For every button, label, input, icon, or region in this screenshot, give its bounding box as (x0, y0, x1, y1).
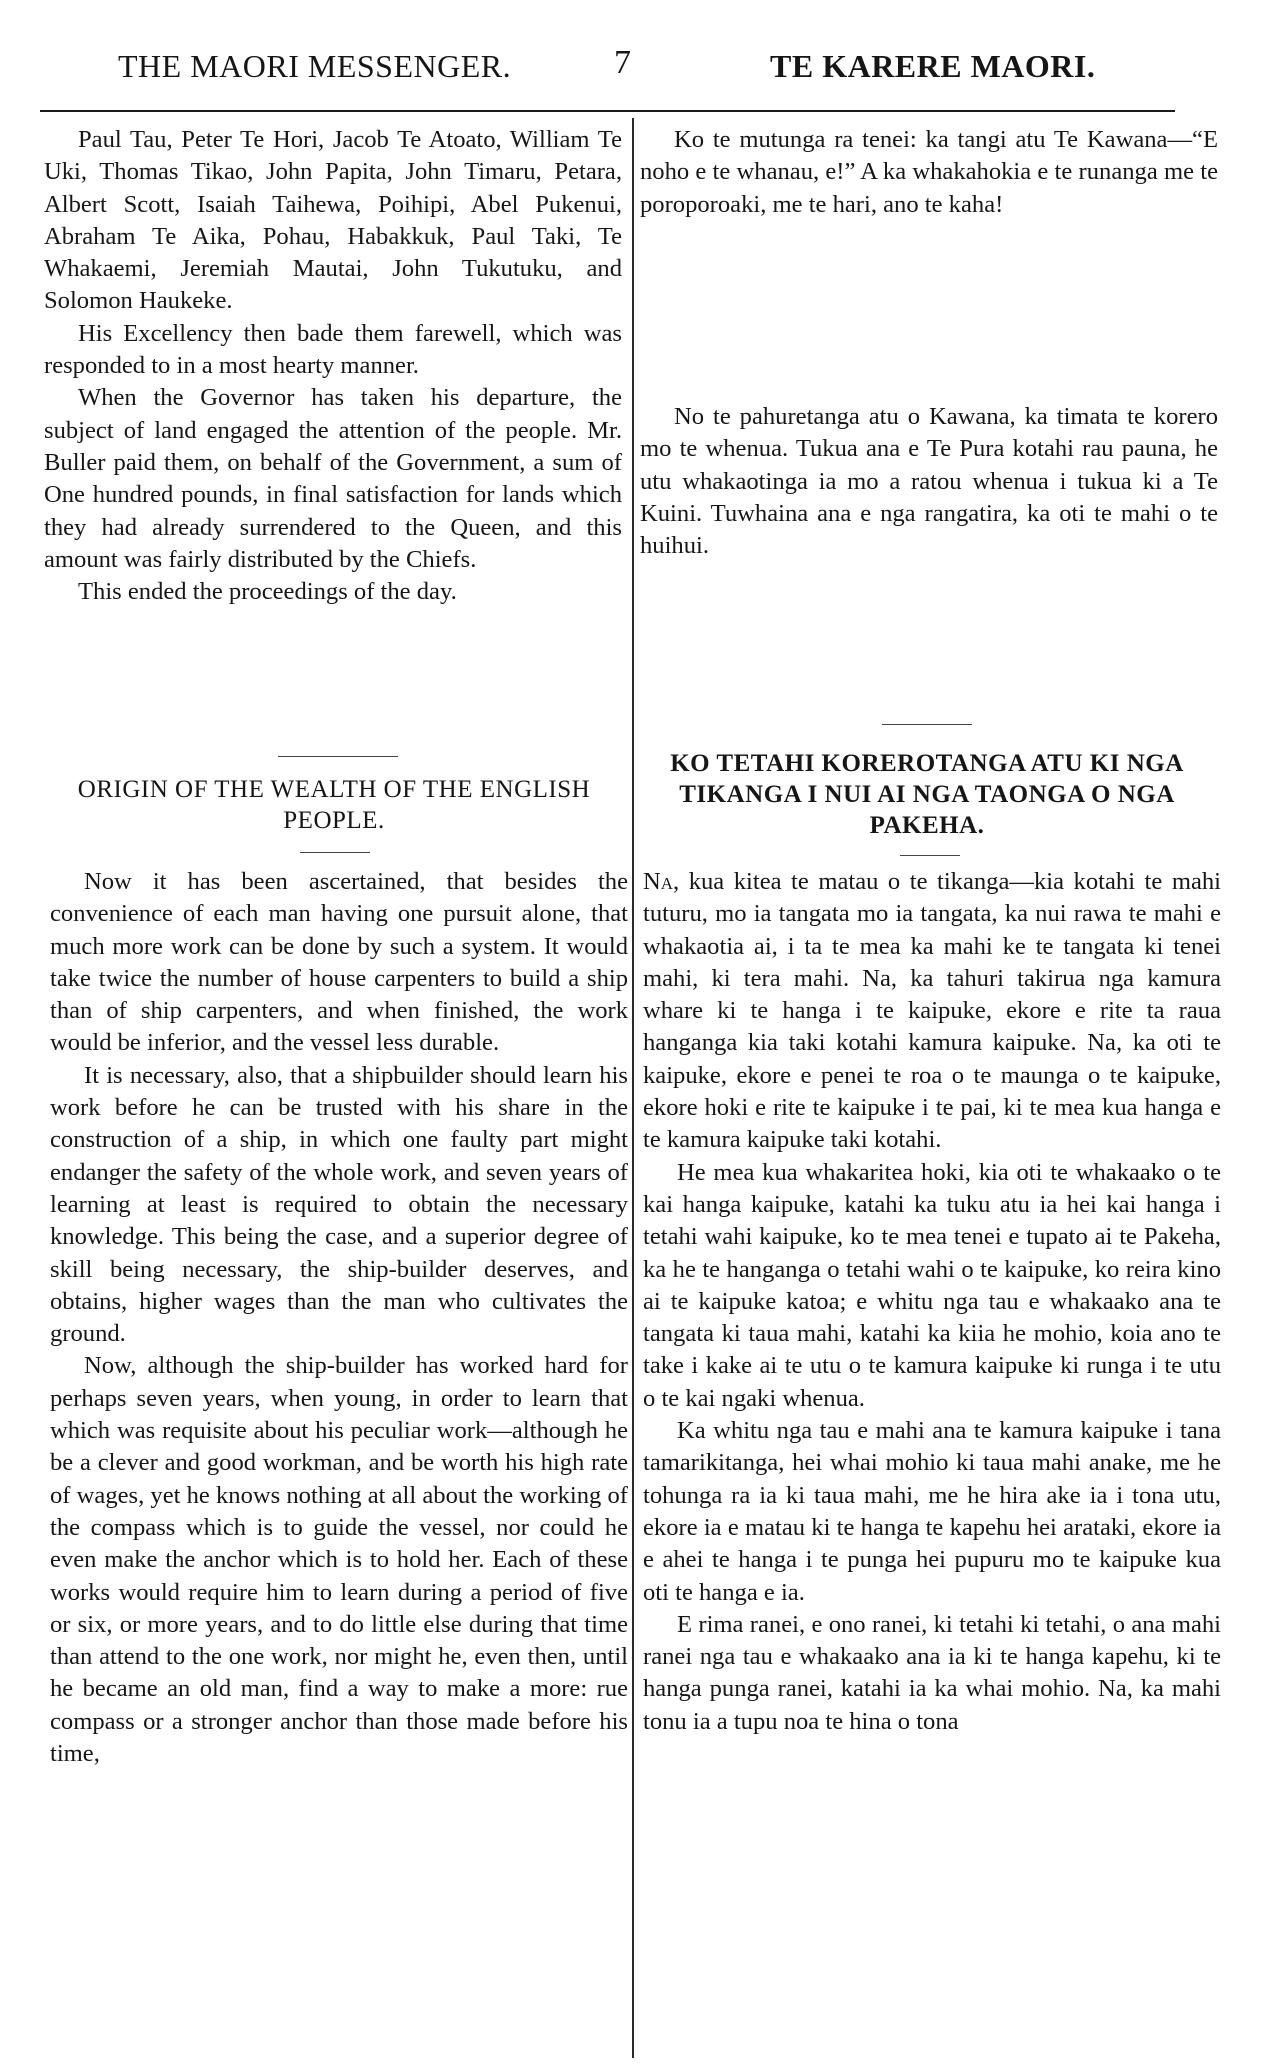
names-paragraph: Paul Tau, Peter Te Hori, Jacob Te Atoato, William Te Uki, Thomas Tikao, John Papita, John Timaru, Petara, Albert Scott, Isaiah Taihewa, Poihipi, Abel Pukenui, Abraham Te Aika, Pohau, Habakkuk, Paul Taki, Te Whakaemi, Jeremiah Mautai, John Tukutuku, and Solomon Haukeke. (44, 126, 622, 315)
farewell-paragraph: His Excellency then bade them farewell, which was responded to in a most hearty manner. (44, 319, 622, 380)
maori-article-paragraph: E rima ranei, e ono ranei, ki tetahi ki tetahi, o ana mahi ranei nga tau e whakaako ana ia ki te hanga kapehu, ki te hanga punga ranei, katahi ia ka whai mohio. Na, ka mahi tonu ia a tupu noa te hina o tona (643, 1610, 1221, 1735)
article-paragraph: Now it has been ascertained, that besides the convenience of each man having one pursuit alone, that much more work can be done by such a system. It would take twice the number of house carpenters to build a ship than of ship carpenters, and when finished, the work would be inferior, and the vessel less durable. (50, 868, 628, 1057)
english-masthead-title: THE MAORI MESSENGER. (118, 48, 512, 84)
land-payment-paragraph: When the Governor has taken his departure, the subject of land engaged the attention of the people. Mr. Buller paid them, on behalf of the Government, a sum of One hundred pounds, in final satisfaction for lands which they had already surrendered to the Queen, and this amount was fairly distributed by the Chiefs. (44, 384, 622, 573)
first-paragraph-text: kua kitea te matau o te tikanga—kia kotahi te mahi tuturu, mo ia tangata mo ia tangata, ka nui rawa te mahi e whakaotia ai, i ta te mea ka mahi ke te tangata ki tenei mahi, ki tera mahi. Na, ka tahuri takirua nga kamura whare ki te hanga i te kaipuke, ekore e rite ta raua hanganga kia taki kotahi kamura kaipuke. Na, ka oti te kaipuke, ekore e penei te roa o te maunga o te kaipuke, ekore hoki e rite te kaipuke i te pai, ki te mea kua hanga e te kamura kaipuke taki kotahi. (643, 868, 1221, 1154)
drop-word: Na, (643, 868, 680, 895)
maori-article-paragraph (643, 866, 1221, 1157)
heading-rule (900, 855, 960, 856)
english-upper-block (44, 124, 622, 608)
page-number: 7 (614, 44, 631, 81)
english-article-heading: ORIGIN OF THE WEALTH OF THE ENGLISH PEOPLE. (77, 776, 591, 834)
column-divider (632, 118, 634, 2058)
section-rule (278, 756, 398, 757)
page-header (0, 40, 1280, 90)
heading-rule (300, 852, 370, 853)
maori-article-paragraph: Ka whitu nga tau e mahi ana te kamura kaipuke i tana tamarikitanga, hei whai mohio ki taua mahi anake, me he tohunga ra ia ki taua mahi, me he hira ake ia i tona utu, ekore ia e matau ki te hanga te kapehu hei arataki, ekore ia e ahei te hanga i te punga hei pupuru mo te kaipuke kua oti te hanga e ia. (643, 1417, 1221, 1606)
maori-article-paragraph: He mea kua whakaritea hoki, kia oti te whakaako o te kai hanga kaipuke, katahi ka tuku atu ia hei kai hanga i tetahi wahi kaipuke, ko te mea tenei e tupato ai te Pakeha, ka he te hanganga o tetahi wahi o te kaipuke, ko reira kino ai te kaipuke katoa; e whitu nga tau e whakaako ana te tangata ki taua mahi, katahi ka kiia he mohio, koia ano te take i kake ai te utu o te kamura kaipuke ki runga i te utu o te kai ngaki whenua. (643, 1158, 1221, 1412)
maori-land-block (640, 401, 1218, 562)
maori-farewell-paragraph: Ko te mutunga ra tenei: ka tangi atu Te Kawana—“E noho e te whanau, e!” A ka whakahokia e te runanga me te poroporoaki, me te hari, ano te kaha! (640, 126, 1218, 218)
article-paragraph: Now, although the ship-builder has worked hard for perhaps seven years, when young, in order to learn that which was requisite about his peculiar work—although he be a clever and good workman, and be worth his high rate of wages, yet he knows nothing at all about the working of the compass which is to guide the vessel, nor could he even make the anchor which is to hold her. Each of these works would require him to learn during a period of five or six, or more years, and to do little else during that time than attend to the one work, nor might he, even then, until he became an old man, find a way to make a more: rue compass or a stronger anchor than those made before his time, (50, 1352, 628, 1768)
proceedings-ended-paragraph: This ended the proceedings of the day. (78, 578, 457, 606)
maori-article-body (643, 866, 1221, 1738)
header-rule (40, 110, 1175, 112)
maori-farewell-block (640, 124, 1218, 221)
maori-article-heading: KO TETAHI KOREROTANGA ATU KI NGA TIKANGA I NUI AI NGA TAONGA O NGA PAKEHA. (670, 750, 1184, 839)
maori-land-paragraph: No te pahuretanga atu o Kawana, ka timata te korero mo te whenua. Tukua ana e Te Pura kotahi rau pauna, he utu whakaotinga ia mo a ratou whenua i tukua ki a Te Kuini. Tuwhaina ana e nga rangatira, ka oti te mahi o te huihui. (640, 403, 1218, 560)
article-paragraph: It is necessary, also, that a shipbuilder should learn his work before he can be trusted with his share in the construction of a ship, in which one faulty part might endanger the safety of the whole work, and seven years of learning at least is required to obtain the necessary knowledge. This being the case, and a superior degree of skill being necessary, the ship-builder deserves, and obtains, higher wages than the man who cultivates the ground. (50, 1061, 628, 1348)
section-rule (882, 724, 972, 725)
english-article-body (50, 866, 628, 1770)
maori-masthead-title: TE KARERE MAORI. (770, 48, 1096, 84)
